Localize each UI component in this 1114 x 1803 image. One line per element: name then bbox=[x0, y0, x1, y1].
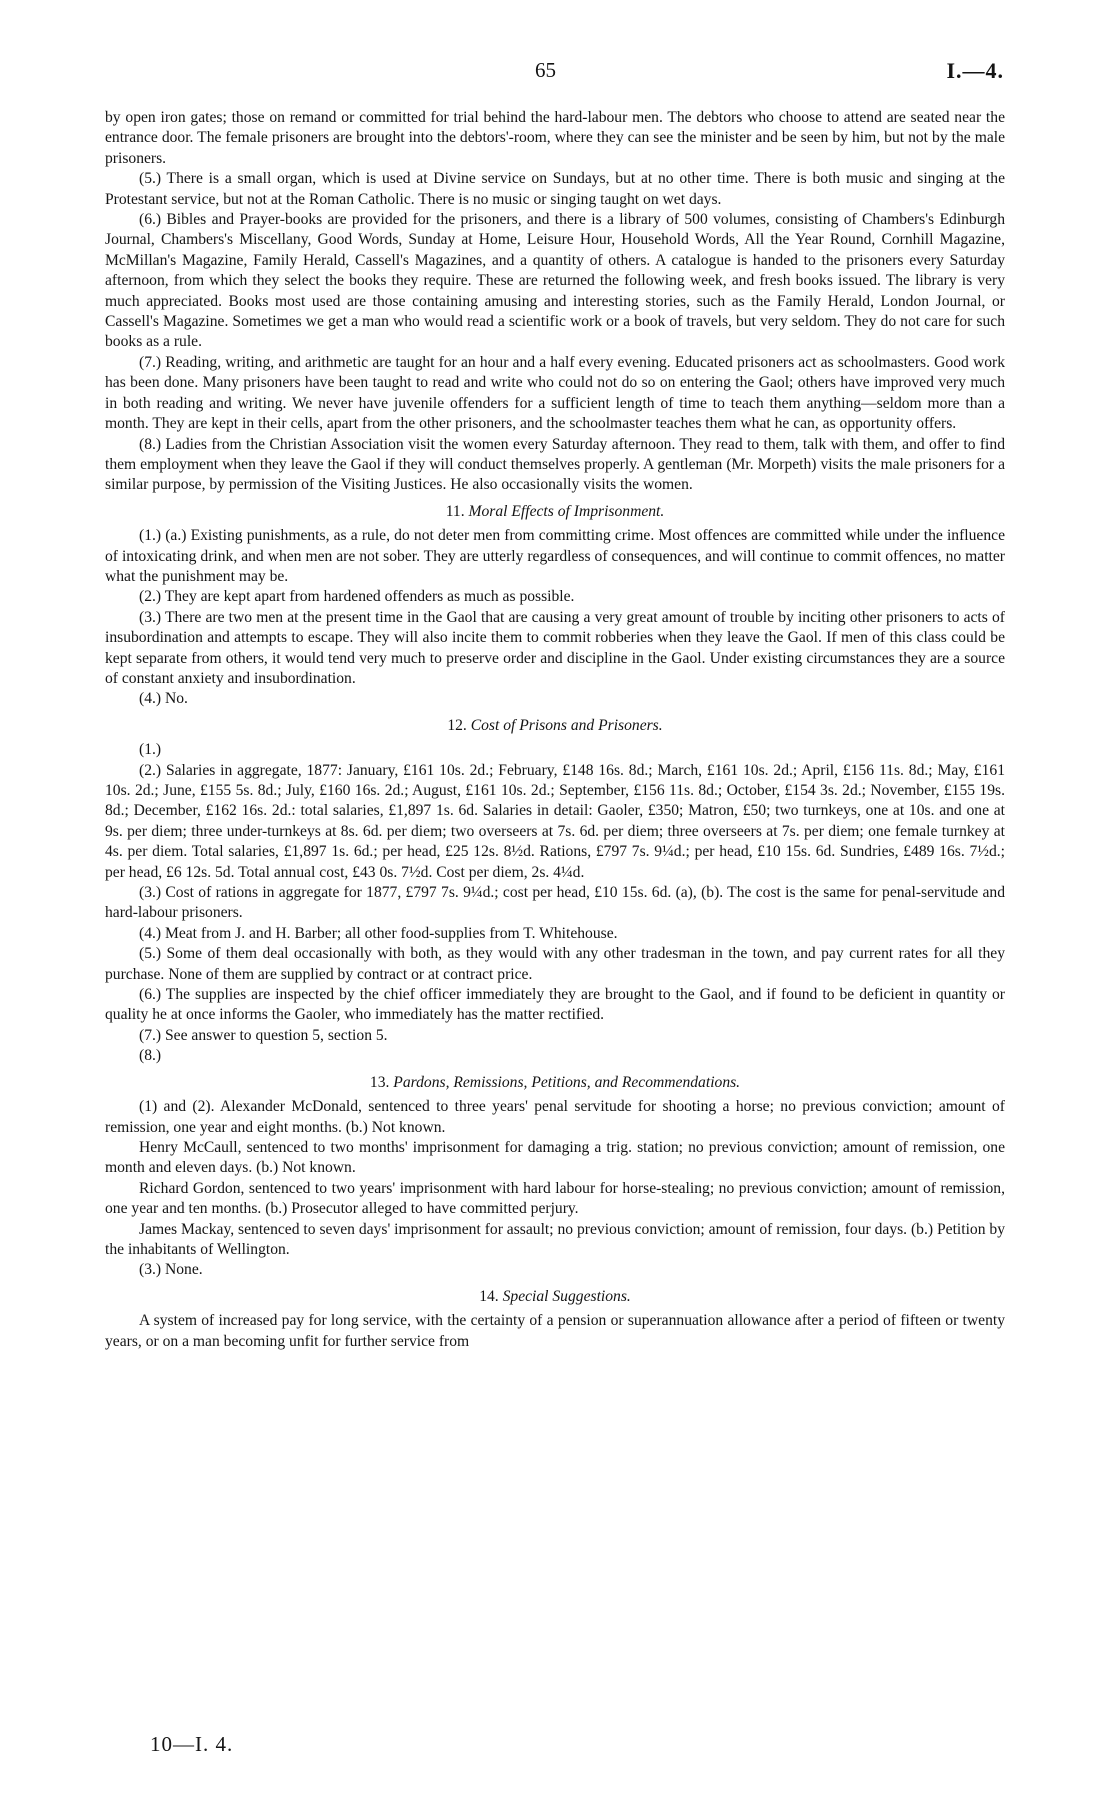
paragraph: (2.) Salaries in aggregate, 1877: January, £161 10s. 2d.; February, £148 16s. 8d.; March, £161 10s. 2d.; April, £156 11s. 8d.; May, £161 10s. 2d.; June, £155 5s. 8d.; July, £160 16s. 2d.; August, £161 10s. 2d.; September, £156 11s. 8d.; October, £154 3s. 2d.; November, £155 19s. 8d.; December, £162 16s. 2d.: total salaries, £1,897 1s. 6d. Salaries in detail: Gaoler, £350; Matron, £50; two turnkeys, one at 10s. and one at 9s. per diem; three under-turnkeys at 8s. 6d. per diem; two overseers at 7s. 6d. per diem; three overseers at 7s. per diem; one female turnkey at 4s. per diem. Total salaries, £1,897 1s. 6d.; per head, £25 12s. 8½d. Rations, £797 7s. 9¼d.; per head, £10 15s. 6d. Sundries, £489 16s. 7½d.; per head, £6 12s. 5d. Total annual cost, £43 0s. 7½d. Cost per diem, 2s. 4¼d. bbox=[105, 761, 1005, 881]
paragraph: (7.) See answer to question 5, section 5. bbox=[139, 1026, 388, 1044]
paragraph: (1.) (a.) Existing punishments, as a rule, do not deter men from committing crime. Most offences are committed while under the influence of intoxicating drink, and when men are not sober. They are utterly regardless of consequences, and will continue to commit offences, no matter what the punishment may be. bbox=[105, 527, 1005, 585]
paragraph: (4.) No. bbox=[139, 690, 188, 708]
paragraph: (3.) There are two men at the present time in the Gaol that are causing a very great amount of trouble by inciting other prisoners to acts of insubordination and attempts to escape. They will also incite them to commit robberies when they leave the Gaol. If men of this class could be kept separate from others, it would tend very much to preserve order and discipline in the Gaol. Under existing circumstances they are a source of constant anxiety and insubordination. bbox=[105, 608, 1005, 687]
paragraph: (6.) Bibles and Prayer-books are provided for the prisoners, and there is a library of 500 volumes, consisting of Chambers's Edinburgh Journal, Chambers's Miscellany, Good Words, Sunday at Home, Leisure Hour, Household Words, All the Year Round, Cornhill Magazine, McMillan's Magazine, Family Herald, Cassell's Magazines, and a quantity of others. A catalogue is handed to the prisoners every Saturday afternoon, from which they select the books they require. These are returned the following week, and fresh books issued. The library is very much appreciated. Books most used are those containing amusing and interesting stories, such as the Family Herald, London Journal, or Cassell's Magazine. Sometimes we get a man who would read a scientific work or a book of travels, but very seldom. They do not care for such books as a rule. bbox=[105, 211, 1005, 351]
section-heading bbox=[105, 1287, 1005, 1307]
paragraph: (5.) Some of them deal occasionally with both, as they would with any other tradesman in the town, and pay current rates for all they purchase. None of them are supplied by contract or at contract price. bbox=[105, 945, 1005, 983]
sheet-signature: 10—I. 4. bbox=[150, 1732, 234, 1756]
section-heading bbox=[105, 716, 1005, 736]
paragraph: (7.) Reading, writing, and arithmetic are taught for an hour and a half every evening. Educated prisoners act as schoolmasters. Good work has been done. Many prisoners have been taught to read and write who could not do so on entering the Gaol; others have improved very much in both reading and writing. We never have juvenile offenders for a sufficient length of time to teach them anything—seldom more than a month. They are kept in their cells, apart from the other prisoners, and the schoolmaster teaches them what he can, as opportunity offers. bbox=[105, 353, 1005, 433]
document-body bbox=[105, 108, 1005, 1352]
section-title: Cost of Prisons and Prisoners. bbox=[470, 716, 663, 734]
paragraph: (8.) bbox=[139, 1047, 162, 1065]
section-number: 12. bbox=[447, 716, 467, 734]
paragraph: (3.) None. bbox=[139, 1261, 203, 1279]
page-header bbox=[0, 58, 1114, 88]
paragraph: Richard Gordon, sentenced to two years' imprisonment with hard labour for horse-stealing; no previous conviction; amount of remission, one year and ten months. (b.) Prosecutor alleged to have committed perjury. bbox=[105, 1179, 1005, 1218]
section-title: Moral Effects of Imprisonment. bbox=[468, 502, 665, 520]
paragraph: (5.) There is a small organ, which is used at Divine service on Sundays, but at no other time. There is both music and singing at the Protestant service, but not at the Roman Catholic. There is no music or singing taught on wet days. bbox=[105, 170, 1005, 208]
paragraph: James Mackay, sentenced to seven days' imprisonment for assault; no previous conviction; amount of remission, four days. (b.) Petition by the inhabitants of Wellington. bbox=[105, 1220, 1005, 1258]
page-number: 65 bbox=[535, 58, 556, 82]
paragraph: (3.) Cost of rations in aggregate for 1877, £797 7s. 9¼d.; cost per head, £10 15s. 6d. (a), (b). The cost is the same for penal-servitude and hard-labour prisoners. bbox=[105, 884, 1005, 922]
document-code: I.—4. bbox=[946, 58, 1004, 83]
section-number: 14. bbox=[479, 1287, 499, 1305]
paragraph: (4.) Meat from J. and H. Barber; all other food-supplies from T. Whitehouse. bbox=[139, 924, 618, 942]
paragraph: (6.) The supplies are inspected by the chief officer immediately they are brought to the Gaol, and if found to be deficient in quantity or quality he at once informs the Gaoler, who immediately has the matter rectified. bbox=[105, 986, 1005, 1024]
paragraph: (2.) They are kept apart from hardened offenders as much as possible. bbox=[139, 588, 575, 606]
section-heading bbox=[105, 502, 1005, 522]
section-number: 13. bbox=[369, 1073, 390, 1091]
paragraph: A system of increased pay for long service, with the certainty of a pension or superannuation allowance after a period of fifteen or twenty years, or on a man becoming unfit for further service from bbox=[105, 1312, 1005, 1350]
section-number: 11. bbox=[445, 502, 465, 520]
section-heading bbox=[105, 1073, 1005, 1093]
paragraph: Henry McCaull, sentenced to two months' imprisonment for damaging a trig. station; no previous conviction; amount of remission, one month and eleven days. (b.) Not known. bbox=[105, 1138, 1005, 1177]
paragraph: by open iron gates; those on remand or committed for trial behind the hard-labour men. The debtors who choose to attend are seated near the entrance door. The female prisoners are brought into the debtors'-room, where they can see the minister and be seen by him, but not by the male prisoners. bbox=[105, 109, 1005, 167]
section-title: Pardons, Remissions, Petitions, and Recommendations. bbox=[393, 1073, 741, 1091]
paragraph: (1) and (2). Alexander McDonald, sentenced to three years' penal servitude for shooting a horse; no previous conviction; amount of remission, one year and eight months. (b.) Not known. bbox=[105, 1098, 1005, 1136]
paragraph: (8.) Ladies from the Christian Association visit the women every Saturday afternoon. They read to them, talk with them, and offer to find them employment when they leave the Gaol if they will conduct themselves properly. A gentleman (Mr. Morpeth) visits the male prisoners for a similar purpose, by permission of the Visiting Justices. He also occasionally visits the women. bbox=[105, 435, 1005, 494]
section-title: Special Suggestions. bbox=[502, 1287, 631, 1305]
paragraph: (1.) bbox=[139, 741, 162, 759]
